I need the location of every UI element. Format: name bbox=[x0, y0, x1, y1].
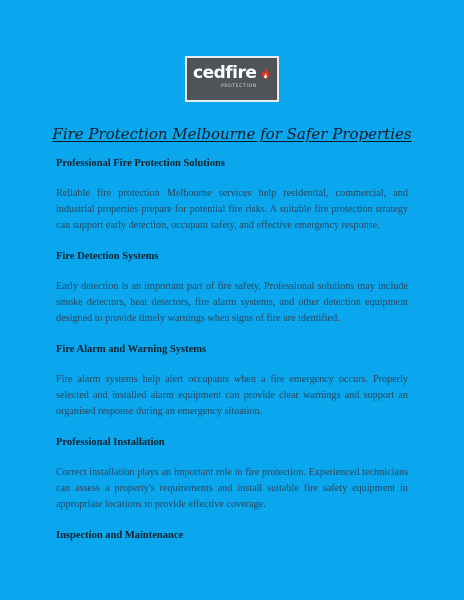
section-heading: Professional Fire Protection Solutions bbox=[56, 158, 225, 169]
company-logo bbox=[185, 56, 279, 102]
section-heading: Professional Installation bbox=[56, 437, 165, 448]
section-heading: Inspection and Maintenance bbox=[56, 530, 184, 541]
section-heading: Fire Detection Systems bbox=[56, 251, 159, 262]
logo-tagline: PROTECTION bbox=[221, 84, 257, 89]
article-body bbox=[56, 158, 408, 558]
section-paragraph: Fire alarm systems help alert occupants when a fire emergency occurs. Properly selected and installed alarm equipment can provide clear warnings and support an organised response during an emergency situation. bbox=[56, 374, 408, 417]
section-paragraph: Correct installation plays an important role in fire protection. Experienced technicians can assess a property's requirements and install suitable fire safety equipment in appropriate locations to provide effective coverage. bbox=[56, 467, 408, 510]
logo-brand-text: cedfire bbox=[193, 63, 257, 83]
section-paragraph: Reliable fire protection Melbourne services help residential, commercial, and industrial properties prepare for potential fire risks. A suitable fire protection strategy can support early detection, occupant safety, and effective emergency response. bbox=[56, 188, 408, 231]
page-title: Fire Protection Melbourne for Safer Properties bbox=[52, 125, 412, 143]
section-paragraph: Early detection is an important part of fire safety. Professional solutions may include smoke detectors, heat detectors, fire alarm systems, and other detection equipment designed to provide timely warnings when signs of fire are identified. bbox=[56, 281, 408, 324]
section-heading: Fire Alarm and Warning Systems bbox=[56, 344, 207, 355]
logo-inner bbox=[191, 62, 273, 96]
flame-icon bbox=[261, 67, 270, 79]
